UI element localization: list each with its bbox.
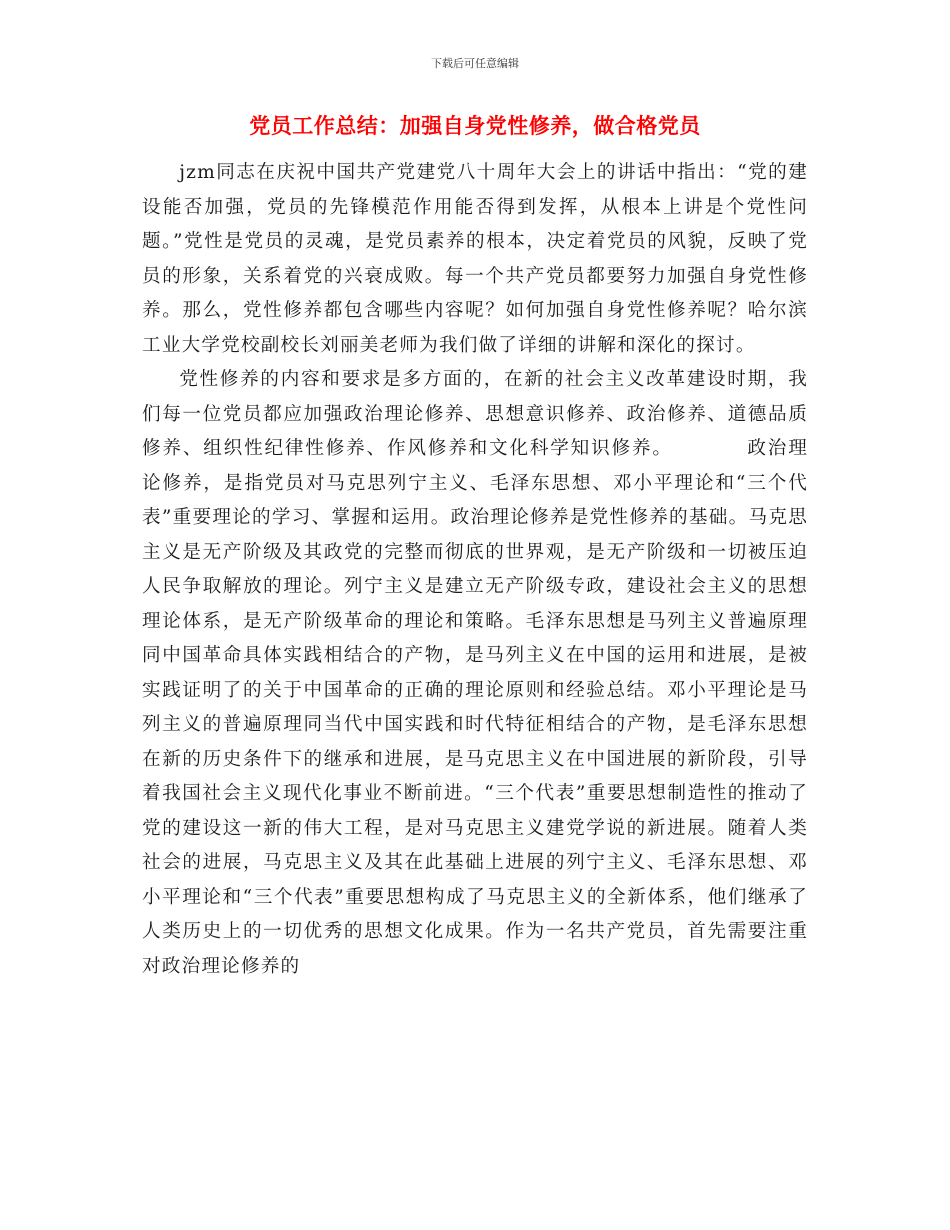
document-body	[142, 156, 808, 984]
paragraph-2	[142, 363, 808, 984]
page-header: 下载后可任意编辑	[431, 57, 519, 70]
paragraph-1: jzm同志在庆祝中国共产党建党八十周年大会上的讲话中指出：“党的建设能否加强，党员的先锋模范作用能否得到发挥，从根本上讲是个党性问题。”党性是党员的灵魂，是党员素养的根本，决定着党员的风貌，反映了党员的形象，关系着党的兴衰成败。每一个共产党员都要努力加强自身党性修养。那么，党性修养都包含哪些内容呢？如何加强自身党性修养呢？哈尔滨工业大学党校副校长刘丽美老师为我们做了详细的讲解和深化的探讨。	[142, 162, 808, 356]
paragraph-2-text: 党性修养的内容和要求是多方面的，在新的社会主义改革建设时期，我们每一位党员都应加强政治理论修养、思想意识修养、政治修养、道德品质修养、组织性纪律性修养、作风修养和文化科学知识修养。	[142, 369, 808, 459]
document-title: 党员工作总结：加强自身党性修养，做合格党员	[249, 114, 701, 138]
paragraph-3-text: 政治理论修养，是指党员对马克思列宁主义、毛泽东思想、邓小平理论和“三个代表”重要理论的学习、掌握和运用。政治理论修养是党性修养的基础。马克思主义是无产阶级及其政党的完整而彻底的世界观，是无产阶级和一切被压迫人民争取解放的理论。列宁主义是建立无产阶级专政，建设社会主义的思想理论体系，是无产阶级革命的理论和策略。毛泽东思想是马列主义普遍原理同中国革命具体实践相结合的产物，是马列主义在中国的运用和进展，是被实践证明了的关于中国革命的正确的理论原则和经验总结。邓小平理论是马列主义的普遍原理同当代中国实践和时代特征相结合的产物，是毛泽东思想在新的历史条件下的继承和进展，是马克思主义在中国进展的新阶段，引导着我国社会主义现代化事业不断前进。“三个代表”重要思想制造性的推动了党的建设这一新的伟大工程，是对马克思主义建党学说的新进展。随着人类社会的进展，马克思主义及其在此基础上进展的列宁主义、毛泽东思想、邓小平理论和“三个代表”重要思想构成了马克思主义的全新体系，他们继承了人类历史上的一切优秀的思想文化成果。作为一名共产党员，首先需要注重对政治理论修养的	[142, 438, 808, 977]
